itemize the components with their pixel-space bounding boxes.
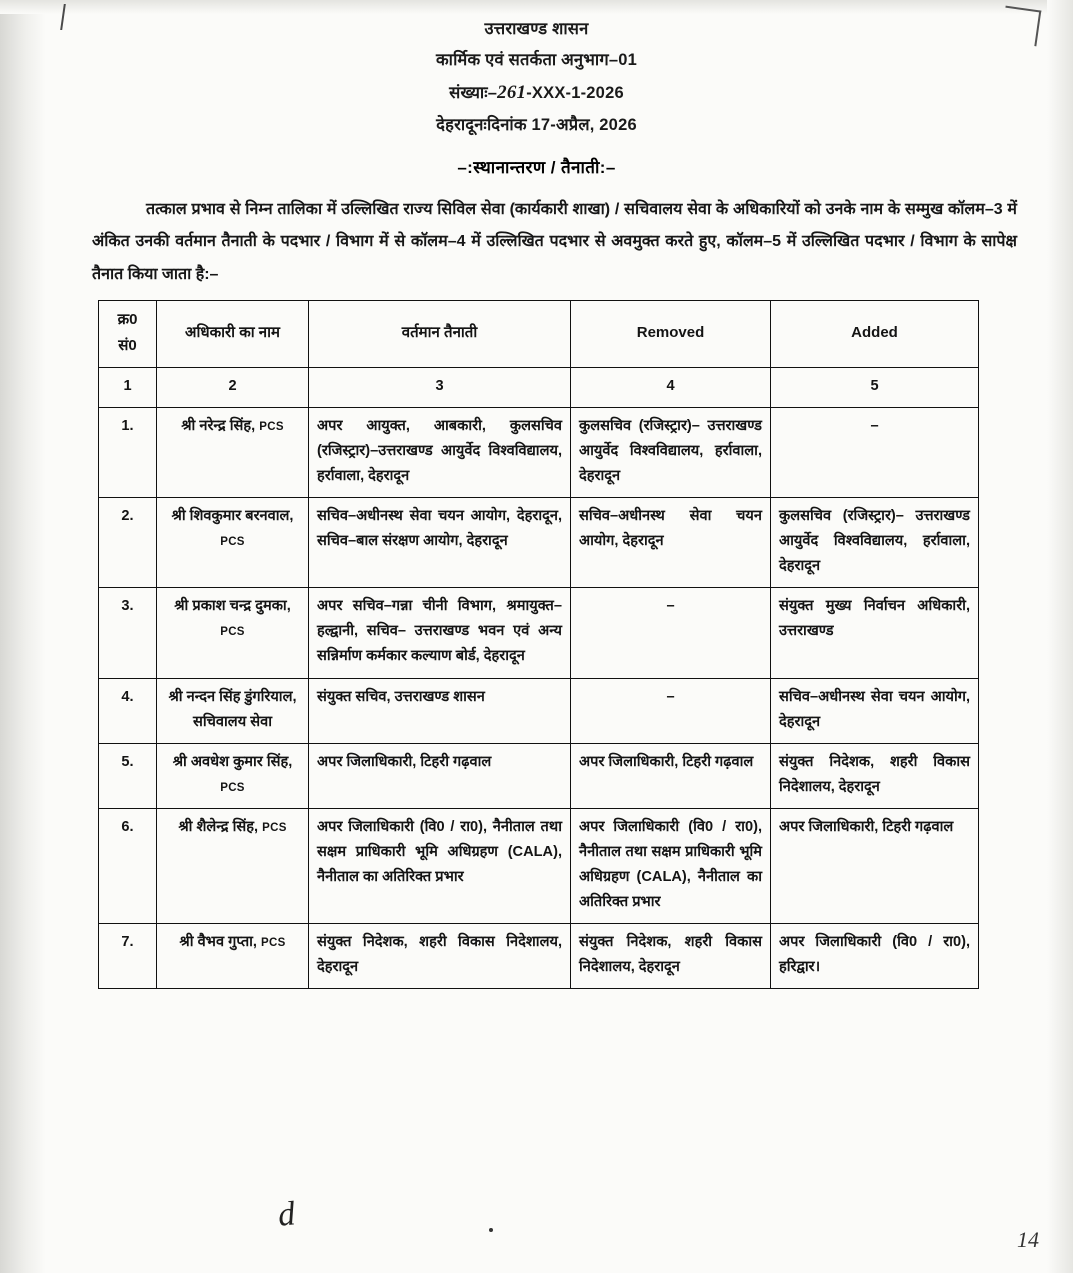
cell-officer-name xyxy=(157,678,309,743)
cell-removed: कुलसचिव (रजिस्ट्रार)– उत्तराखण्ड आयुर्वेद विश्वविद्यालय, हर्रावाला, देहरादून xyxy=(571,407,771,497)
cell-current-posting: सचिव–अधीनस्थ सेवा चयन आयोग, देहरादून, सचिव–बाल संरक्षण आयोग, देहरादून xyxy=(309,497,571,587)
officer-name-text: श्री वैभव गुप्ता, xyxy=(179,934,257,951)
table-row xyxy=(99,407,979,497)
number-handwritten: 261 xyxy=(497,82,527,104)
document-subject: –:स्थानान्तरण / तैनाती:– xyxy=(457,157,616,177)
paragraph-text: तत्काल प्रभाव से निम्न तालिका में उल्लिखित राज्य सिविल सेवा (कार्यकारी शाखा) / सचिवालय सेवा के अधिकारियों को उनके नाम के सम्मुख कॉलम–3 में अंकित उनकी वर्तमान तैनाती के पदभार / विभाग में से कॉलम–4 में उल्लिखित पदभार से अवमुक्त करते हुए, कॉलम–5 में उल्लिखित पदभार / विभाग के सापेक्ष तैनात किया जाता है:– xyxy=(92,200,1017,284)
cell-added: – xyxy=(771,407,979,497)
cell-sno: 7. xyxy=(99,924,157,989)
table-body xyxy=(99,407,979,989)
number-rest: -XXX-1-2026 xyxy=(526,84,624,103)
header-line-number xyxy=(0,75,1073,110)
cell-current-posting: अपर आयुक्त, आबकारी, कुलसचिव (रजिस्ट्रार)–उत्तराखण्ड आयुर्वेद विश्वविद्यालय, हर्रावाला, देहरादून xyxy=(309,407,571,497)
cell-removed: अपर जिलाधिकारी (वि0 / रा0), नैनीताल तथा सक्षम प्राधिकारी भूमि अधिग्रहण (CALA), नैनीताल का अतिरिक्त प्रभार xyxy=(571,808,771,923)
officer-name-text: श्री नन्दन सिंह डुंगरियाल, xyxy=(168,688,297,705)
cell-removed: संयुक्त निदेशक, शहरी विकास निदेशालय, देहरादून xyxy=(571,924,771,989)
table-header-sno: क्र0 सं0 xyxy=(99,301,157,368)
cell-added: अपर जिलाधिकारी (वि0 / रा0), हरिद्वार। xyxy=(771,924,979,989)
page-number-mark: 14 xyxy=(1017,1227,1039,1252)
table-column-number-row xyxy=(99,367,979,407)
cell-sno: 1. xyxy=(99,407,157,497)
table-header-officer-name: अधिकारी का नाम xyxy=(157,301,309,368)
cell-added: संयुक्त मुख्य निर्वाचन अधिकारी, उत्तराखण्ड xyxy=(771,588,979,678)
cell-officer-name xyxy=(157,407,309,497)
cell-added: संयुक्त निदेशक, शहरी विकास निदेशालय, देहरादून xyxy=(771,743,979,808)
document-header xyxy=(0,0,1073,141)
date-rest: -अप्रैल, 2026 xyxy=(550,116,637,135)
scan-shadow-right xyxy=(1047,0,1073,1273)
cell-officer-name xyxy=(157,588,309,678)
column-number-5: 5 xyxy=(771,367,979,407)
number-label: संख्याः– xyxy=(449,84,498,103)
officer-service-text: PCS xyxy=(262,821,287,834)
table-row xyxy=(99,743,979,808)
table-header-current-posting: वर्तमान तैनाती xyxy=(309,301,571,368)
place-date-prefix: देहरादूनःदिनांक xyxy=(436,116,527,135)
column-number-1: 1 xyxy=(99,367,157,407)
officer-service-text: PCS xyxy=(220,626,245,639)
header-line-department: कार्मिक एवं सतर्कता अनुभाग–01 xyxy=(436,50,637,69)
header-line-government: उत्तराखण्ड शासन xyxy=(484,20,589,38)
header-line-place-date xyxy=(0,110,1073,141)
cell-sno: 3. xyxy=(99,588,157,678)
scan-shadow-left xyxy=(0,0,46,1273)
cell-officer-name xyxy=(157,497,309,587)
officer-name-text: श्री प्रकाश चन्द्र दुमका, xyxy=(174,598,291,615)
column-number-4: 4 xyxy=(571,367,771,407)
officer-name-text: श्री नरेन्द्र सिंह, xyxy=(181,417,256,434)
cell-current-posting: अपर सचिव–गन्ना चीनी विभाग, श्रमायुक्त–हल्द्वानी, सचिव– उत्तराखण्ड भवन एवं अन्य सन्निर्माण कर्मकार कल्याण बोर्ड, देहरादून xyxy=(309,588,571,678)
ink-dot-mark xyxy=(489,1228,493,1232)
officer-service-text: PCS xyxy=(261,937,286,950)
officer-name-text: श्री शैलेन्द्र सिंह, xyxy=(178,818,259,835)
column-number-2: 2 xyxy=(157,367,309,407)
date-handwritten: 17 xyxy=(531,116,551,135)
officer-service-text: सचिवालय सेवा xyxy=(193,713,272,730)
cell-officer-name xyxy=(157,743,309,808)
cell-added: सचिव–अधीनस्थ सेवा चयन आयोग, देहरादून xyxy=(771,678,979,743)
table-row xyxy=(99,497,979,587)
table-header-added: Added xyxy=(771,301,979,368)
table-header-row xyxy=(99,301,979,368)
table-row xyxy=(99,588,979,678)
cell-sno: 4. xyxy=(99,678,157,743)
officer-service-text: PCS xyxy=(259,420,284,433)
officer-name-text: श्री शिवकुमार बरनवाल, xyxy=(171,507,294,524)
officer-name-text: श्री अवधेश कुमार सिंह, xyxy=(172,753,293,770)
cell-officer-name xyxy=(157,808,309,923)
cell-removed: सचिव–अधीनस्थ सेवा चयन आयोग, देहरादून xyxy=(571,497,771,587)
cell-sno: 6. xyxy=(99,808,157,923)
document-body-paragraph xyxy=(92,194,1017,292)
table-row xyxy=(99,678,979,743)
cell-added: कुलसचिव (रजिस्ट्रार)– उत्तराखण्ड आयुर्वेद विश्वविद्यालय, हर्रावाला, देहरादून xyxy=(771,497,979,587)
officer-service-text: PCS xyxy=(220,781,245,794)
officer-service-text: PCS xyxy=(220,536,245,549)
column-number-3: 3 xyxy=(309,367,571,407)
cell-current-posting: अपर जिलाधिकारी (वि0 / रा0), नैनीताल तथा सक्षम प्राधिकारी भूमि अधिग्रहण (CALA), नैनीताल का अतिरिक्त प्रभार xyxy=(309,808,571,923)
signature-mark: d xyxy=(276,1195,297,1234)
cell-officer-name xyxy=(157,924,309,989)
table-header-removed: Removed xyxy=(571,301,771,368)
cell-current-posting: संयुक्त सचिव, उत्तराखण्ड शासन xyxy=(309,678,571,743)
cell-sno: 5. xyxy=(99,743,157,808)
cell-current-posting: संयुक्त निदेशक, शहरी विकास निदेशालय, देहरादून xyxy=(309,924,571,989)
cell-removed: अपर जिलाधिकारी, टिहरी गढ़वाल xyxy=(571,743,771,808)
cell-sno: 2. xyxy=(99,497,157,587)
cell-removed: – xyxy=(571,678,771,743)
transfer-table xyxy=(98,300,979,989)
cell-current-posting: अपर जिलाधिकारी, टिहरी गढ़वाल xyxy=(309,743,571,808)
table-row xyxy=(99,924,979,989)
cell-added: अपर जिलाधिकारी, टिहरी गढ़वाल xyxy=(771,808,979,923)
cell-removed: – xyxy=(571,588,771,678)
table-row xyxy=(99,808,979,923)
